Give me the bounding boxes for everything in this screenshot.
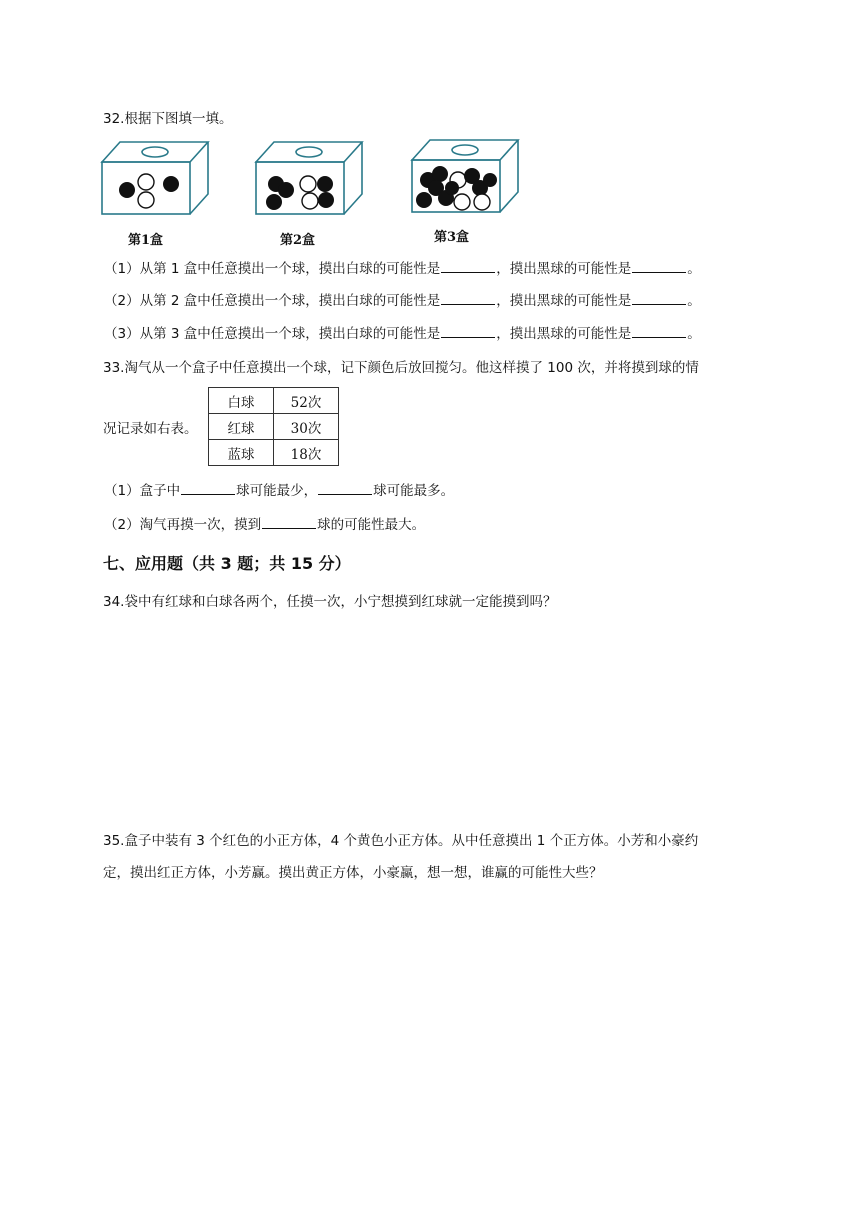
- table-row: [209, 414, 339, 440]
- box3-illustration: [410, 136, 522, 216]
- ball-cell: 蓝球: [209, 440, 274, 466]
- count-cell: 52次: [274, 388, 339, 414]
- answer-blank[interactable]: [318, 482, 372, 495]
- answer-blank[interactable]: [632, 325, 686, 338]
- table-row: [209, 388, 339, 414]
- q33-record-table: [208, 387, 339, 466]
- ball-cell: 红球: [209, 414, 274, 440]
- answer-blank[interactable]: [181, 482, 235, 495]
- count-cell: 30次: [274, 414, 339, 440]
- count-cell: 18次: [274, 440, 339, 466]
- q33-item-1: （1）盒子中 球可能最少， 球可能最多。: [104, 483, 455, 499]
- answer-blank[interactable]: [441, 260, 495, 273]
- box3-caption: 第3盒: [434, 230, 470, 245]
- q33-line-1: 33.淘气从一个盒子中任意摸出一个球，记下颜色后放回搅匀。他这样摸了 100 次，并将摸到球的情: [103, 360, 699, 376]
- q34-text: 34.袋中有红球和白球各两个，任摸一次，小宁想摸到红球就一定能摸到吗？: [103, 594, 557, 610]
- answer-blank[interactable]: [632, 292, 686, 305]
- box1-caption: 第1盒: [128, 233, 164, 248]
- q35-line-2: 定，摸出红正方体，小芳赢。摸出黄正方体，小豪赢，想一想，谁赢的可能性大些？: [103, 865, 603, 881]
- q35-line-1: 35.盒子中装有 3 个红色的小正方体，4 个黄色小正方体。从中任意摸出 1 个正方体。小芳和小豪约: [103, 833, 699, 849]
- q33-item-2: （2）淘气再摸一次，摸到 球的可能性最大。: [104, 517, 426, 533]
- ball-cell: 白球: [209, 388, 274, 414]
- table-row: [209, 440, 339, 466]
- q32-item-1: （1）从第 1 盒中任意摸出一个球，摸出白球的可能性是 ，摸出黑球的可能性是 。: [104, 261, 701, 277]
- q32-item-2: （2）从第 2 盒中任意摸出一个球，摸出白球的可能性是 ，摸出黑球的可能性是 。: [104, 293, 701, 309]
- answer-blank[interactable]: [262, 516, 316, 529]
- q32-item-3: （3）从第 3 盒中任意摸出一个球，摸出白球的可能性是 ，摸出黑球的可能性是 。: [104, 326, 701, 342]
- box2-illustration: [254, 138, 366, 218]
- q32-title: 32.根据下图填一填。: [103, 111, 233, 127]
- box2-caption: 第2盒: [280, 233, 316, 248]
- q33-line-2: 况记录如右表。: [103, 421, 198, 437]
- box1-illustration: [100, 138, 212, 218]
- answer-blank[interactable]: [632, 260, 686, 273]
- answer-blank[interactable]: [441, 292, 495, 305]
- answer-blank[interactable]: [441, 325, 495, 338]
- section-heading: 七、应用题（共 3 题；共 15 分）: [103, 554, 351, 573]
